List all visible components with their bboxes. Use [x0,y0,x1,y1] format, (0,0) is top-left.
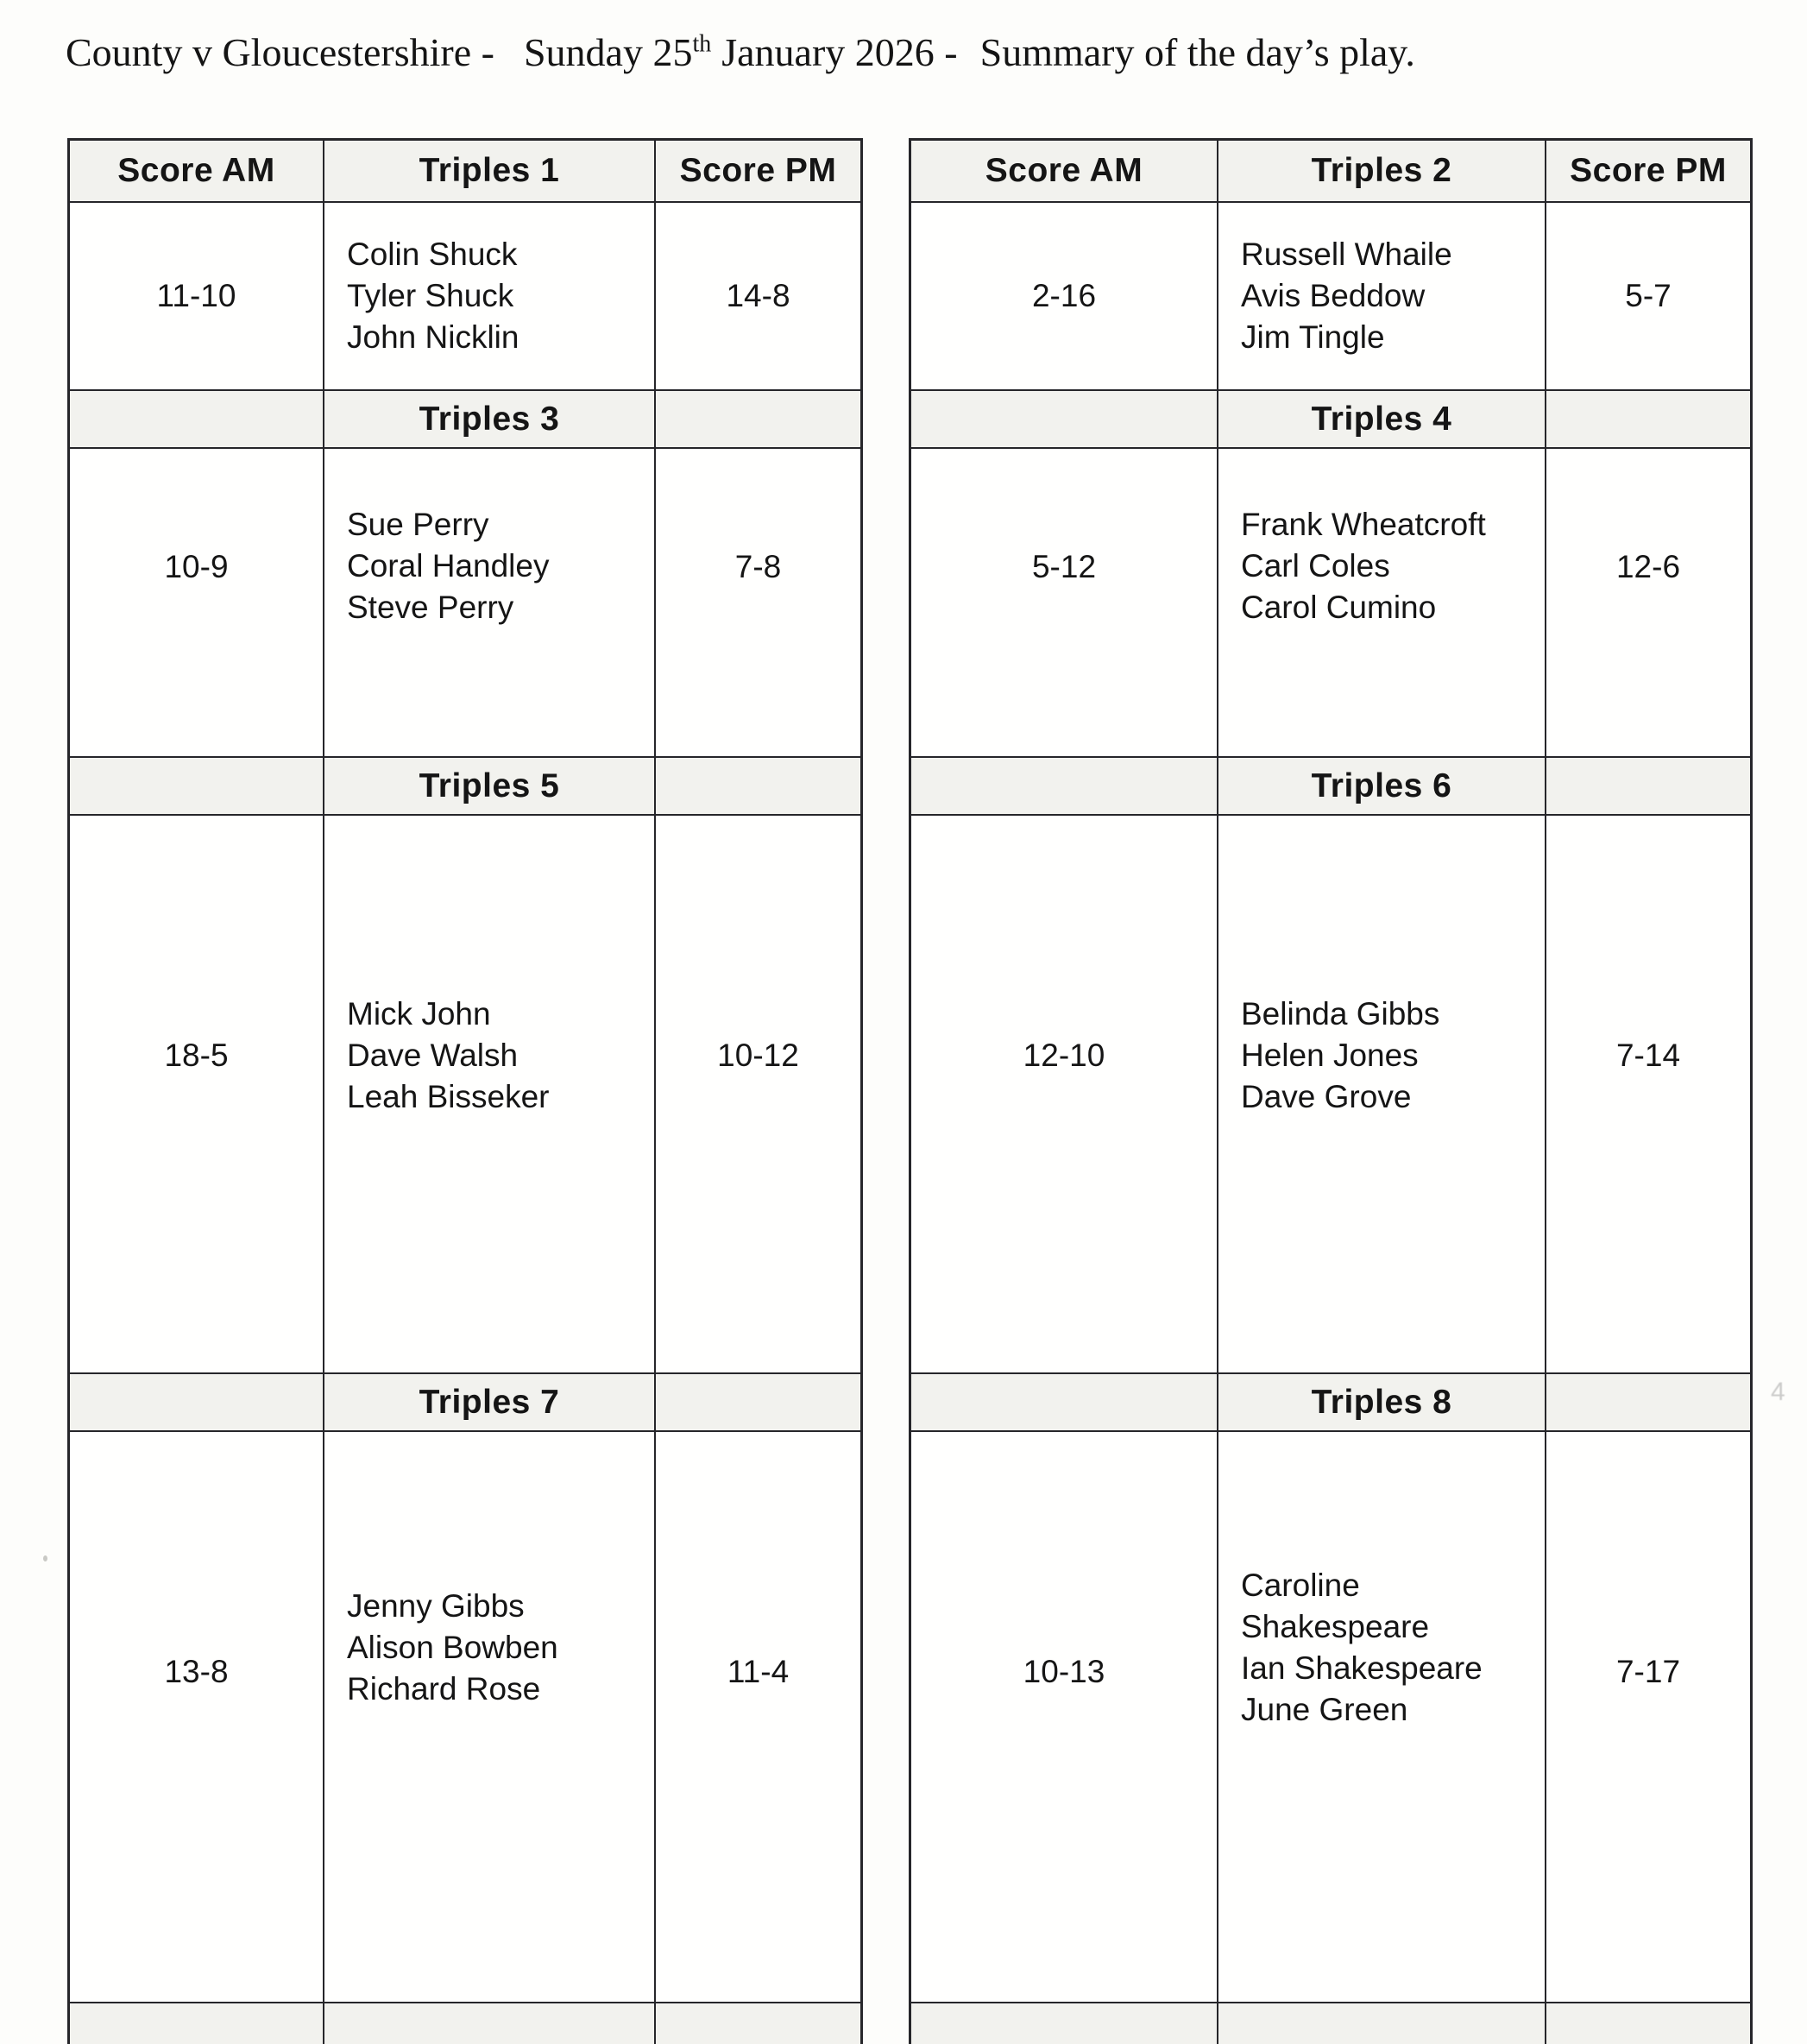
empty-cell [70,2003,323,2044]
empty-cell [70,758,323,814]
subheader-triples-7: Triples 7 [323,1374,656,1430]
player-names [347,994,549,1118]
title-summary-text: Summary of the day’s play. [979,30,1415,74]
empty-cell [656,2003,860,2044]
empty-cell [1546,2003,1750,2044]
player: Caroline Shakespeare [1241,1568,1430,1644]
score-pm: 7-8 [734,549,782,584]
player-names [347,1586,558,1710]
score-pm: 5-7 [1625,278,1672,313]
score-am: 18-5 [164,1037,229,1073]
player: Alison Bowben [347,1630,558,1665]
empty-cell [656,1374,860,1430]
subheader-row-triples-7 [70,1372,860,1430]
match-row-triples-3 [70,447,860,756]
player: Belinda Gibbs [1241,995,1440,1031]
player-names [1241,504,1486,628]
score-pm: 7-17 [1615,1654,1681,1689]
empty-cell [70,1374,323,1430]
header-triples-1: Triples 1 [323,141,656,201]
title-match-text: County v Gloucestershire - [66,30,494,74]
player: Jim Tingle [1241,319,1385,355]
empty-cell [911,1374,1217,1430]
player: Avis Beddow [1241,278,1426,313]
empty-cell [1546,758,1750,814]
header-score-pm: Score PM [1570,152,1727,189]
player: Coral Handley [347,548,550,584]
match-row-triples-2 [911,201,1750,389]
player: Helen Jones [1241,1037,1419,1073]
subheader-row-triples-4 [911,389,1750,447]
empty-cell [323,2003,656,2044]
subheader-row-triples-8 [911,1372,1750,1430]
table-header-row [70,141,860,201]
score-pm: 14-8 [726,278,790,313]
cut-off-row [911,2002,1750,2044]
score-am: 11-10 [156,278,236,313]
match-row-triples-8 [911,1430,1750,2002]
scan-artifact-speck [43,1555,47,1561]
player: Russell Whaile [1241,237,1452,272]
results-table-left [67,138,863,2044]
empty-cell [1546,391,1750,447]
score-am: 10-13 [1023,1654,1105,1689]
header-score-am: Score AM [985,152,1143,189]
match-row-triples-7 [70,1430,860,2002]
player-names [347,504,549,628]
empty-cell [656,758,860,814]
score-pm: 12-6 [1615,549,1681,584]
subheader-triples-6: Triples 6 [1217,758,1546,814]
subheader-row-triples-5 [70,756,860,814]
match-row-triples-1 [70,201,860,389]
subheader-row-triples-3 [70,389,860,447]
match-row-triples-4 [911,447,1750,756]
player: Tyler Shuck [347,278,514,313]
score-am: 5-12 [1031,549,1097,584]
player: Dave Grove [1241,1078,1412,1114]
cut-off-row [70,2002,860,2044]
subheader-triples-3: Triples 3 [323,391,656,447]
player: Richard Rose [347,1671,541,1706]
player: Colin Shuck [347,237,518,272]
player: Steve Perry [347,590,514,625]
subheader-triples-8: Triples 8 [1217,1374,1546,1430]
title-date-text: Sunday 25 [523,30,693,74]
player: Ian Shakespeare [1241,1650,1483,1686]
table-header-row [911,141,1750,201]
player: Dave Walsh [347,1037,519,1073]
player: Carl Coles [1241,548,1390,584]
score-am: 10-9 [164,549,229,584]
player: Carol Cumino [1241,590,1437,625]
player: Mick John [347,995,491,1031]
empty-cell [70,391,323,447]
empty-cell [656,391,860,447]
header-score-am: Score AM [117,152,275,189]
scan-artifact-mark: 4 [1771,1378,1785,1406]
player: Leah Bisseker [347,1078,550,1114]
results-table-right [909,138,1753,2044]
empty-cell [911,2003,1217,2044]
player-names [1241,234,1452,358]
score-pm: 7-14 [1615,1037,1681,1073]
title-date-ordinal: th [692,30,712,58]
match-row-triples-6 [911,814,1750,1372]
score-am: 12-10 [1023,1037,1105,1073]
player: June Green [1241,1692,1408,1727]
subheader-triples-5: Triples 5 [323,758,656,814]
match-row-triples-5 [70,814,860,1372]
player: John Nicklin [347,319,519,355]
player: Jenny Gibbs [347,1588,525,1624]
empty-cell [1546,1374,1750,1430]
player-names [1241,994,1439,1118]
header-score-pm: Score PM [679,152,837,189]
header-triples-2: Triples 2 [1217,141,1546,201]
subheader-triples-4: Triples 4 [1217,391,1546,447]
player: Sue Perry [347,507,489,542]
score-am: 13-8 [164,1654,229,1689]
subheader-row-triples-6 [911,756,1750,814]
player-names [1241,1565,1526,1731]
score-pm: 10-12 [717,1037,799,1073]
empty-cell [1217,2003,1546,2044]
title-date-rest: January 2026 - [721,30,958,74]
empty-cell [911,758,1217,814]
player: Frank Wheatcroft [1241,507,1486,542]
page-title [66,29,1415,75]
score-am: 2-16 [1031,278,1097,313]
player-names [347,234,519,358]
score-pm: 11-4 [727,1654,790,1689]
empty-cell [911,391,1217,447]
